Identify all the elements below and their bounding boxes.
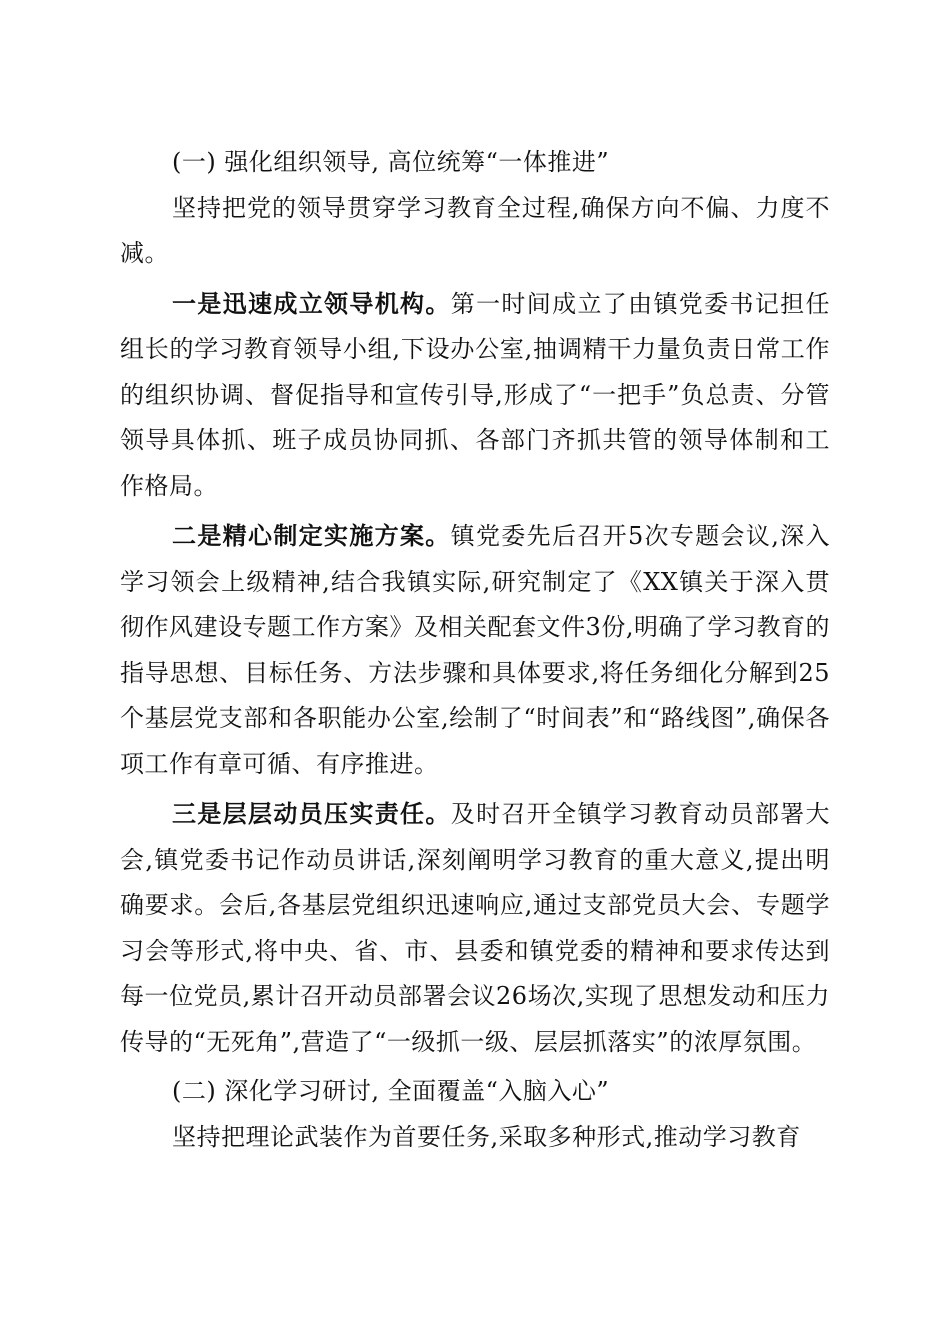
item-1-lead: 一是迅速成立领导机构。: [172, 288, 451, 318]
section-1-item-1: [120, 281, 830, 510]
item-1-text: 第一时间成立了由镇党委书记担任组长的学习教育领导小组,下设办公室,抽调精干力量负责日常工作的组织协调、督促指导和宣传引导,形成了“一把手”负总责、分管领导具体抓、班子成员协同抓、各部门齐抓共管的领导体制和工作格局。: [120, 289, 831, 500]
section-1-item-3: [120, 791, 830, 1065]
section-1-heading: (一) 强化组织领导, 高位统筹“一体推进”: [172, 148, 610, 176]
section-1-intro: 坚持把党的领导贯穿学习教育全过程,确保方向不偏、力度不减。: [120, 193, 830, 267]
item-3-text: 及时召开全镇学习教育动员部署大会,镇党委书记作动员讲话,深刻阐明学习教育的重大意义,提出明确要求。会后,各基层党组织迅速响应,通过支部党员大会、专题学习会等形式,将中央、省、市、县委和镇党委的精神和要求传达到每一位党员,累计召开动员部署会议26场次,实现了思想发动和压力传导的“无死角”,营造了“一级抓一级、层层抓落实”的浓厚氛围。: [120, 800, 831, 1056]
item-2-text: 镇党委先后召开5次专题会议,深入学习领会上级精神,结合我镇实际,研究制定了《XX镇关于深入贯彻作风建设专题工作方案》及相关配套文件3份,明确了学习教育的指导思想、目标任务、方法步骤和具体要求,将任务细化分解到25个基层党支部和各职能办公室,绘制了“时间表”和“路线图”,确保各项工作有章可循、有序推进。: [120, 522, 830, 778]
section-2-intro: 坚持把理论武装作为首要任务,采取多种形式,推动学习教育: [172, 1122, 801, 1151]
section-2-heading: (二) 深化学习研讨, 全面覆盖“入脑入心”: [172, 1077, 610, 1105]
item-2-lead: 二是精心制定实施方案。: [172, 521, 451, 550]
document-body: [120, 140, 830, 1160]
item-3-lead: 三是层层动员压实责任。: [172, 799, 451, 828]
section-1-item-2: [120, 513, 830, 787]
